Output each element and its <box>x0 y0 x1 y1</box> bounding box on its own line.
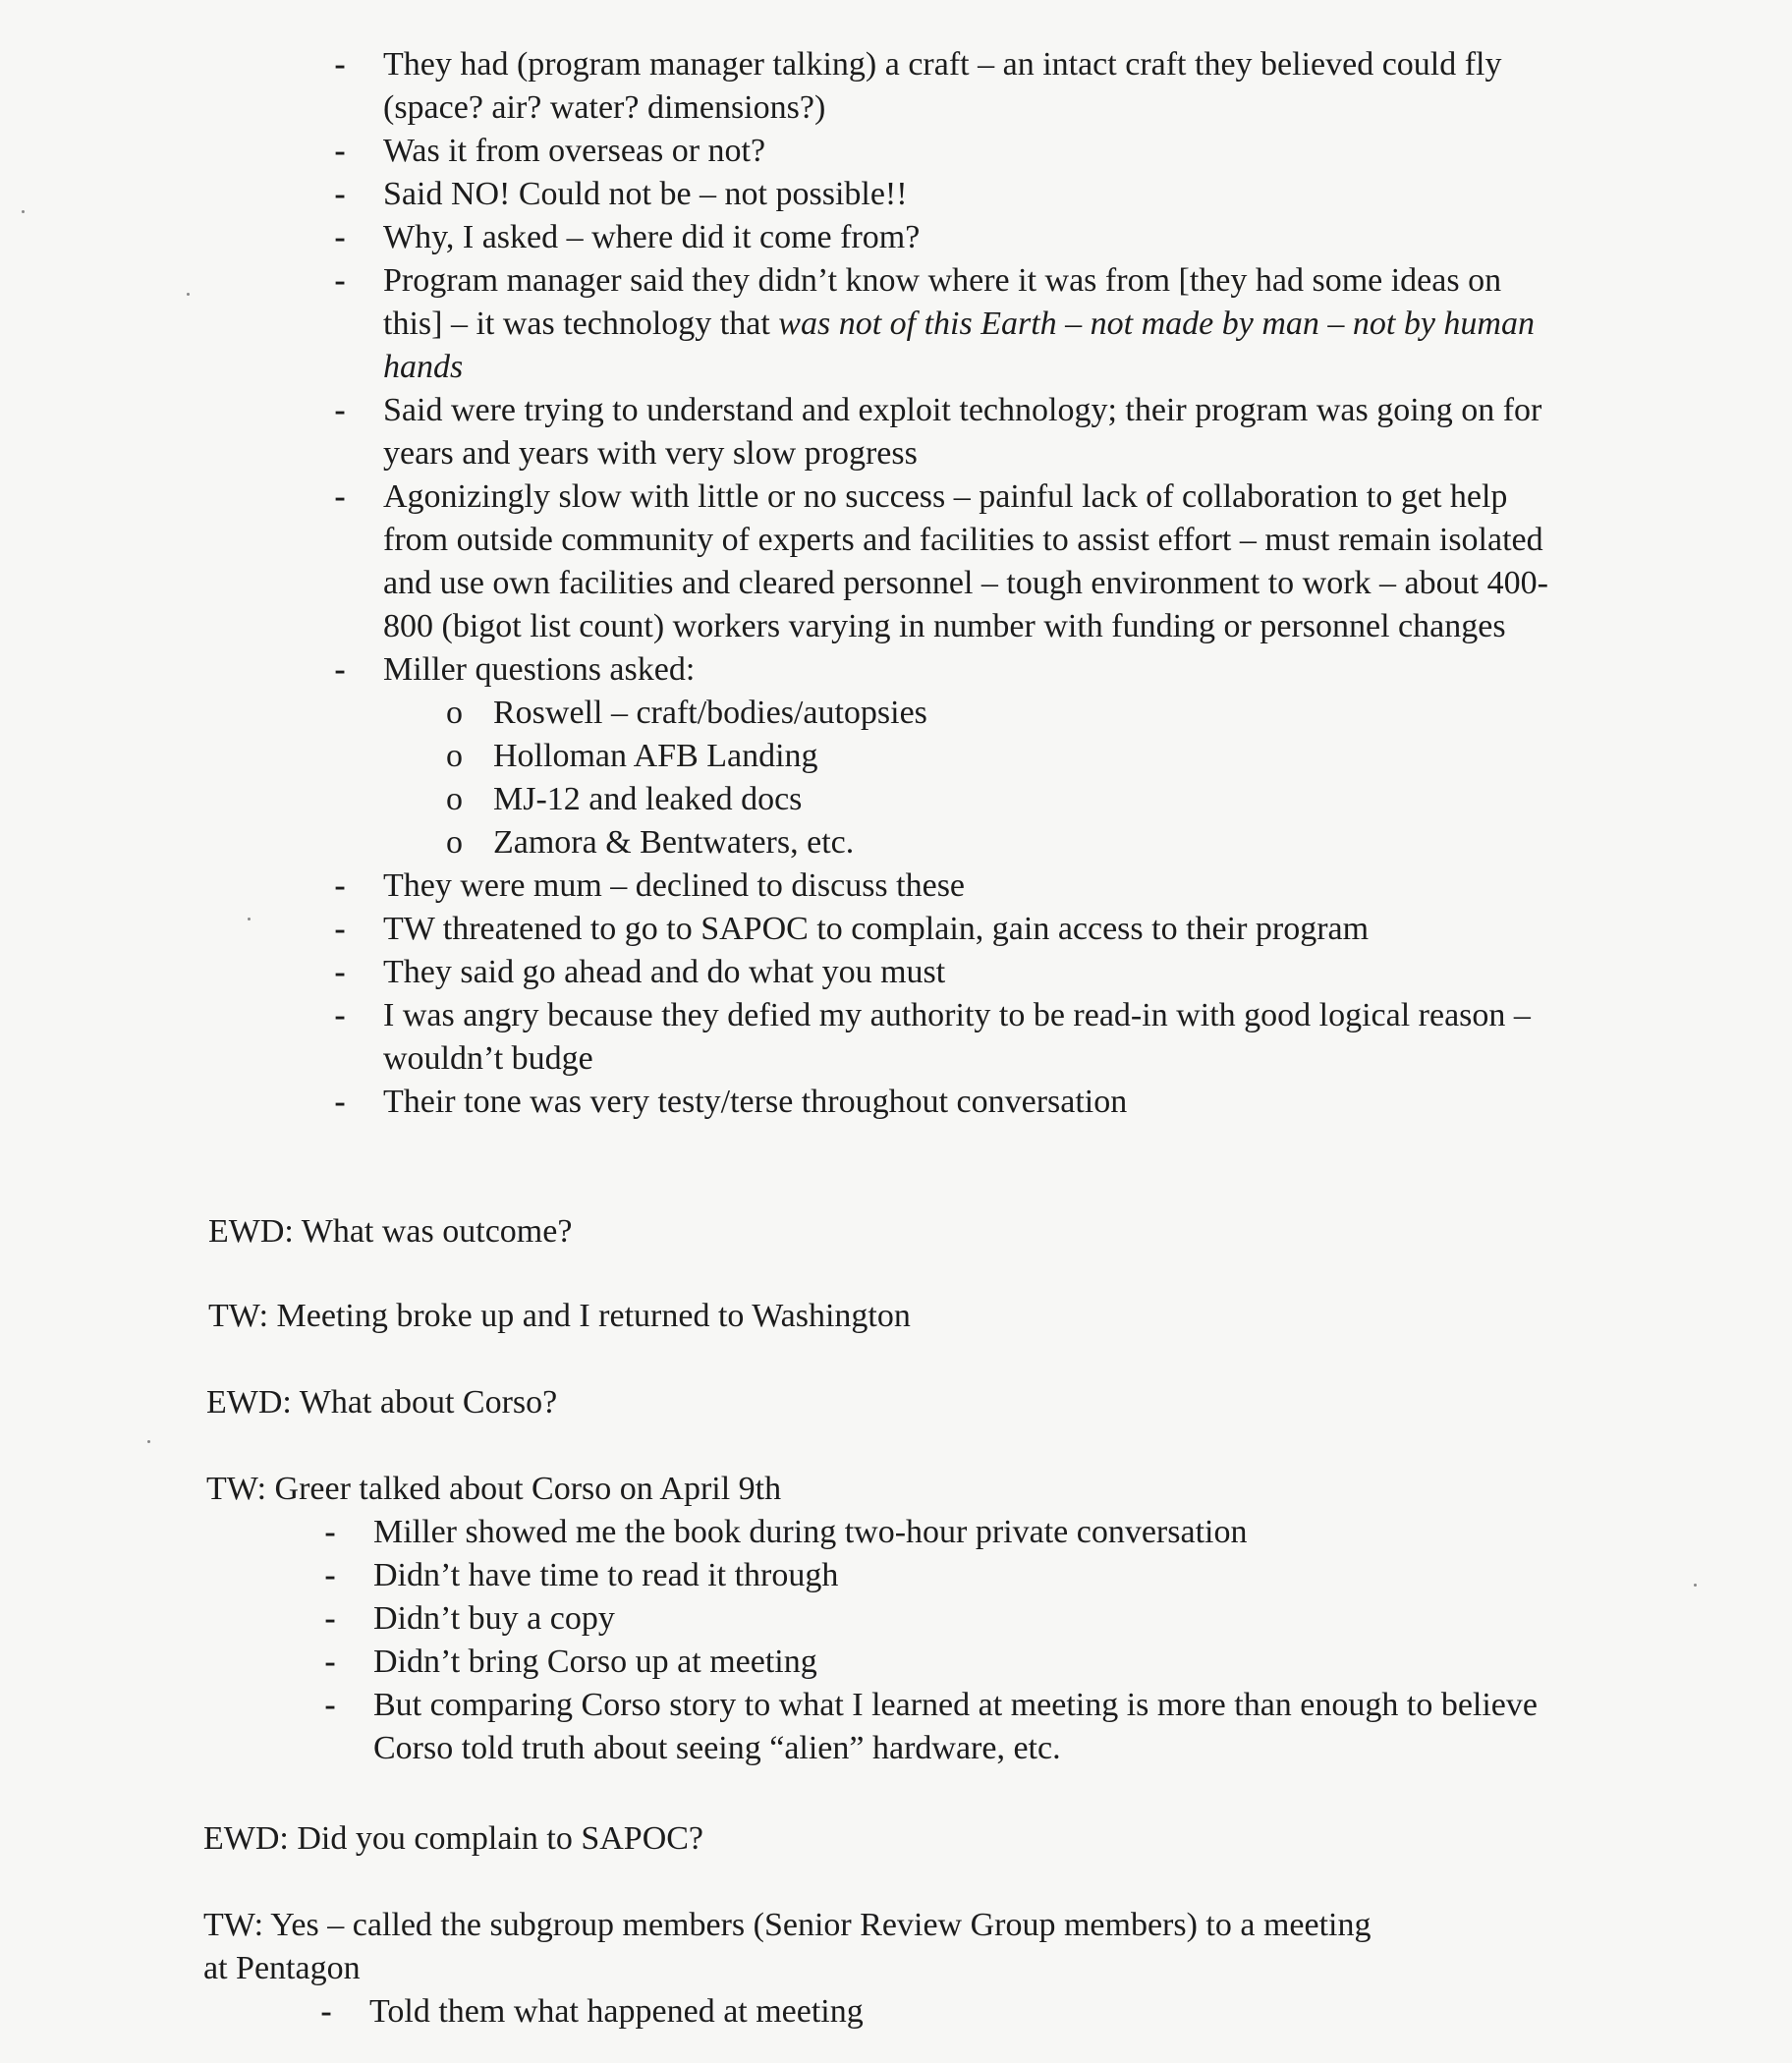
list-item: - Didn’t bring Corso up at meeting <box>373 1641 1542 1684</box>
question-corso: EWD: What about Corso? <box>206 1384 558 1421</box>
list-item: - Their tone was very testy/terse throughout conversation <box>383 1081 1552 1124</box>
dash-bullet-icon <box>330 951 350 994</box>
italic-quote: was not of this Earth – not made by man – not by human hands <box>383 306 1535 385</box>
bullet-list-meeting-account <box>383 43 1552 1124</box>
question-outcome: EWD: What was outcome? <box>208 1213 573 1250</box>
dash-bullet-icon <box>320 1597 340 1641</box>
scan-speck <box>248 918 251 920</box>
bullet-list-sapoc <box>369 1990 1539 2034</box>
answer-corso: TW: Greer talked about Corso on April 9th <box>206 1471 782 1507</box>
question-sapoc: EWD: Did you complain to SAPOC? <box>203 1820 704 1857</box>
list-item: - Said were trying to understand and exploit technology; their program was going on for years and years with very slow progress <box>383 389 1552 475</box>
scan-speck <box>1694 1584 1697 1587</box>
dash-bullet-icon <box>330 1081 350 1124</box>
scan-speck <box>22 210 25 213</box>
list-item: - Miller showed me the book during two-hour private conversation <box>373 1511 1542 1554</box>
dash-bullet-icon <box>330 43 350 86</box>
dash-bullet-icon <box>330 908 350 951</box>
list-item: - But comparing Corso story to what I learned at meeting is more than enough to believe Corso told truth about seeing “alien” hardware, etc. <box>373 1684 1542 1770</box>
dash-bullet-icon <box>330 475 350 519</box>
dash-bullet-icon <box>320 1511 340 1554</box>
list-item: - Didn’t buy a copy <box>373 1597 1542 1641</box>
dash-bullet-icon <box>330 864 350 908</box>
dash-bullet-icon <box>320 1554 340 1597</box>
sub-list-item: o Holloman AFB Landing <box>493 735 1662 778</box>
list-item: - They had (program manager talking) a craft – an intact craft they believed could fly (space? air? water? dimensions?) <box>383 43 1552 130</box>
answer-sapoc-line-1: TW: Yes – called the subgroup members (Senior Review Group members) to a meeting <box>203 1907 1372 1943</box>
list-item: - Agonizingly slow with little or no success – painful lack of collaboration to get help from outside community of experts and facilities to assist effort – must remain isolated and use own facilities and cleared personnel – tough environment to work – about 400-800 (bigot list count) workers varying in number with funding or personnel changes <box>383 475 1552 648</box>
circle-bullet-icon <box>446 778 463 821</box>
list-item: - TW threatened to go to SAPOC to complain, gain access to their program <box>383 908 1552 951</box>
answer-outcome: TW: Meeting broke up and I returned to Washington <box>208 1298 911 1334</box>
scan-speck <box>147 1440 150 1443</box>
list-item: - I was angry because they defied my authority to be read-in with good logical reason – wouldn’t budge <box>383 994 1552 1081</box>
list-item: - Told them what happened at meeting <box>369 1990 1539 2034</box>
bullet-list-corso <box>373 1511 1542 1770</box>
sub-list-miller-questions <box>493 692 1662 864</box>
list-item: - Didn’t have time to read it through <box>373 1554 1542 1597</box>
circle-bullet-icon <box>446 735 463 778</box>
list-item: - Miller questions asked: o Roswell – craft/bodies/autopsies o Holloman AFB Landing o MJ-12 and leaked docs o Zamora & Bentwaters, etc. <box>383 648 1552 864</box>
dash-bullet-icon <box>330 994 350 1037</box>
circle-bullet-icon <box>446 692 463 735</box>
sub-list-item: o MJ-12 and leaked docs <box>493 778 1662 821</box>
list-item: - Was it from overseas or not? <box>383 130 1552 173</box>
list-item: - They said go ahead and do what you must <box>383 951 1552 994</box>
dash-bullet-icon <box>330 648 350 692</box>
dash-bullet-icon <box>330 216 350 259</box>
sub-list-item: o Roswell – craft/bodies/autopsies <box>493 692 1662 735</box>
dash-bullet-icon <box>316 1990 336 2034</box>
dash-bullet-icon <box>330 130 350 173</box>
circle-bullet-icon <box>446 821 463 864</box>
list-item: - Why, I asked – where did it come from? <box>383 216 1552 259</box>
dash-bullet-icon <box>330 173 350 216</box>
answer-sapoc-line-2: at Pentagon <box>203 1950 361 1986</box>
dash-bullet-icon <box>320 1684 340 1727</box>
dash-bullet-icon <box>330 259 350 303</box>
scan-speck <box>187 293 190 296</box>
list-item: - They were mum – declined to discuss these <box>383 864 1552 908</box>
list-item: - Program manager said they didn’t know where it was from [they had some ideas on this] – it was technology that was not of this Earth – not made by man – not by human hands <box>383 259 1552 389</box>
sub-list-item: o Zamora & Bentwaters, etc. <box>493 821 1662 864</box>
dash-bullet-icon <box>320 1641 340 1684</box>
list-item: - Said NO! Could not be – not possible!! <box>383 173 1552 216</box>
dash-bullet-icon <box>330 389 350 432</box>
